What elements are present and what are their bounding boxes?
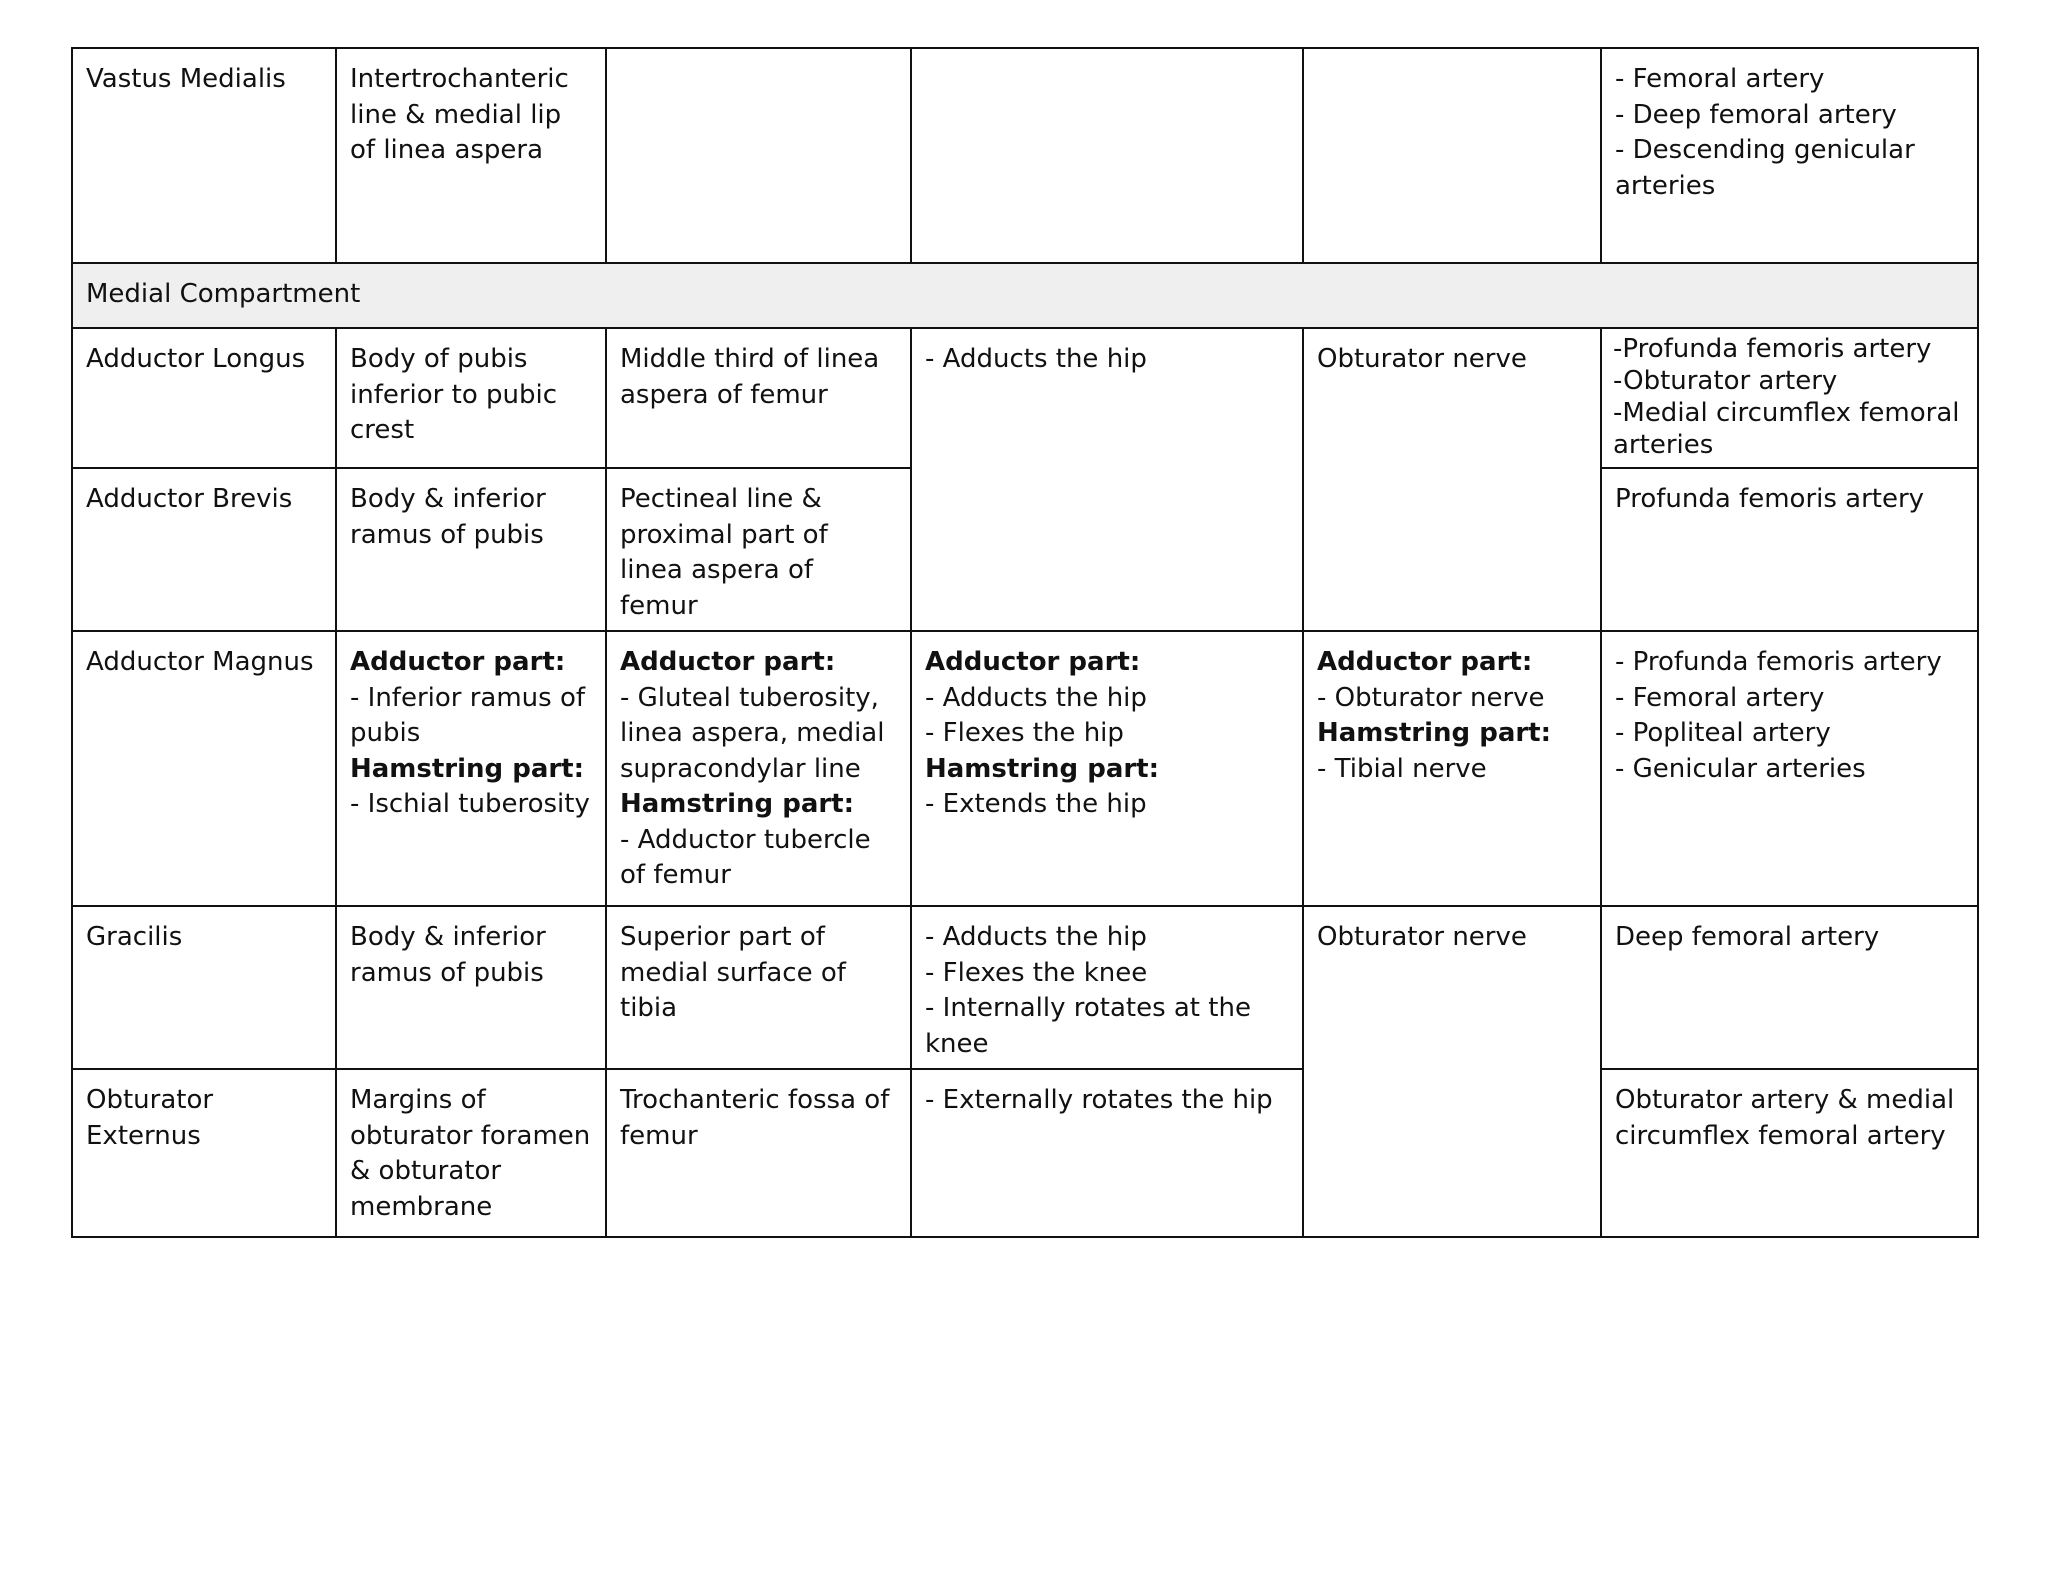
part-heading: Hamstring part: xyxy=(1317,718,1552,748)
muscle-name-cell xyxy=(72,48,336,263)
blood-supply-line: - Femoral artery xyxy=(1615,682,1825,713)
insertion-cell xyxy=(606,631,911,906)
table-row-adductor-magnus xyxy=(72,631,1978,906)
blood-supply-text: Obturator artery & medial circumflex femoral artery xyxy=(1615,1085,1955,1151)
blood-supply-cell xyxy=(1601,468,1978,631)
muscle-name: Adductor Brevis xyxy=(86,484,293,514)
muscle-name: Adductor Longus xyxy=(86,344,306,374)
origin-text: Intertrochanteric line & medial lip of linea aspera xyxy=(350,64,569,165)
blood-supply-cell xyxy=(1601,1069,1978,1237)
insertion-text: Middle third of linea aspera of femur xyxy=(620,344,880,410)
innervation-cell xyxy=(1303,48,1601,263)
muscle-name: Adductor Magnus xyxy=(86,647,314,677)
blood-supply-cell xyxy=(1601,906,1978,1069)
innervation-text: - Tibial nerve xyxy=(1317,753,1487,784)
insertion-cell xyxy=(606,906,911,1069)
action-cell xyxy=(911,631,1303,906)
muscle-name-cell xyxy=(72,468,336,631)
muscle-name: Vastus Medialis xyxy=(86,64,286,94)
muscle-name-cell xyxy=(72,906,336,1069)
blood-supply-line: -Obturator artery xyxy=(1613,366,1838,396)
blood-supply-line: - Femoral artery xyxy=(1615,64,1825,94)
action-text: - Adducts the hip xyxy=(925,344,1147,374)
action-text: - Adducts the hip xyxy=(925,682,1147,713)
part-heading: Adductor part: xyxy=(925,647,1141,677)
section-header-cell xyxy=(72,263,1978,328)
innervation-cell xyxy=(1303,631,1601,906)
origin-cell xyxy=(336,906,606,1069)
insertion-text: Superior part of medial surface of tibia xyxy=(620,922,846,1023)
blood-supply-line: - Profunda femoris artery xyxy=(1615,647,1942,677)
insertion-cell xyxy=(606,1069,911,1237)
part-heading: Adductor part: xyxy=(1317,647,1533,677)
table-row-gracilis xyxy=(72,906,1978,1069)
origin-text: Body & inferior ramus of pubis xyxy=(350,484,546,550)
innervation-text: Obturator nerve xyxy=(1317,922,1527,952)
part-heading: Hamstring part: xyxy=(350,753,585,784)
origin-text: Body & inferior ramus of pubis xyxy=(350,922,546,988)
innervation-text: - Obturator nerve xyxy=(1317,682,1545,713)
action-cell xyxy=(911,1069,1303,1237)
table-row-vastus-medialis xyxy=(72,48,1978,263)
muscle-table xyxy=(71,47,1979,1238)
blood-supply-cell xyxy=(1601,631,1978,906)
muscle-name-cell xyxy=(72,1069,336,1237)
origin-cell xyxy=(336,48,606,263)
part-heading: Adductor part: xyxy=(620,647,836,677)
origin-cell xyxy=(336,468,606,631)
table-row-obturator-externus xyxy=(72,1069,1978,1237)
insertion-text: - Gluteal tuberosity, linea aspera, medial supracondylar line xyxy=(620,682,885,784)
blood-supply-line: - Popliteal artery xyxy=(1615,718,1831,748)
section-title: Medial Compartment xyxy=(86,279,361,309)
blood-supply-line: - Descending genicular arteries xyxy=(1615,135,1915,201)
action-line: - Adducts the hip xyxy=(925,922,1147,952)
insertion-cell xyxy=(606,48,911,263)
blood-supply-cell xyxy=(1601,48,1978,263)
insertion-cell xyxy=(606,468,911,631)
blood-supply-line: -Medial circumflex femoral arteries xyxy=(1613,398,1960,460)
blood-supply-cell xyxy=(1601,328,1978,468)
table-row-adductor-longus xyxy=(72,328,1978,468)
muscle-name-cell xyxy=(72,328,336,468)
muscle-name-cell xyxy=(72,631,336,906)
action-cell xyxy=(911,906,1303,1069)
origin-text: - Ischial tuberosity xyxy=(350,789,590,819)
origin-text: Body of pubis inferior to pubic crest xyxy=(350,344,557,445)
blood-supply-line: -Profunda femoris artery xyxy=(1613,334,1932,364)
part-heading: Hamstring part: xyxy=(620,789,855,819)
action-text: - Extends the hip xyxy=(925,789,1147,819)
origin-cell xyxy=(336,1069,606,1237)
innervation-cell xyxy=(1303,906,1601,1237)
insertion-cell xyxy=(606,328,911,468)
insertion-text: Trochanteric fossa of femur xyxy=(620,1085,890,1151)
action-line: - Internally rotates at the knee xyxy=(925,993,1251,1059)
action-text: - Flexes the hip xyxy=(925,718,1124,748)
blood-supply-text: Profunda femoris artery xyxy=(1615,484,1925,514)
part-heading: Hamstring part: xyxy=(925,753,1160,784)
innervation-cell xyxy=(1303,328,1601,631)
innervation-text: Obturator nerve xyxy=(1317,344,1527,374)
blood-supply-line: - Genicular arteries xyxy=(1615,753,1866,784)
muscle-name: Obturator Externus xyxy=(86,1085,214,1151)
action-cell xyxy=(911,328,1303,631)
blood-supply-text: Deep femoral artery xyxy=(1615,922,1880,952)
blood-supply-line: - Deep femoral artery xyxy=(1615,99,1897,130)
part-heading: Adductor part: xyxy=(350,647,566,677)
section-row-medial-compartment xyxy=(72,263,1978,328)
action-text: - Externally rotates the hip xyxy=(925,1085,1273,1115)
origin-text: - Inferior ramus of pubis xyxy=(350,682,586,748)
action-cell xyxy=(911,48,1303,263)
origin-text: Margins of obturator foramen & obturator membrane xyxy=(350,1085,591,1222)
origin-cell xyxy=(336,631,606,906)
action-line: - Flexes the knee xyxy=(925,957,1148,988)
origin-cell xyxy=(336,328,606,468)
insertion-text: - Adductor tubercle of femur xyxy=(620,824,871,890)
insertion-text: Pectineal line & proximal part of linea aspera of femur xyxy=(620,484,828,621)
muscle-name: Gracilis xyxy=(86,922,183,952)
